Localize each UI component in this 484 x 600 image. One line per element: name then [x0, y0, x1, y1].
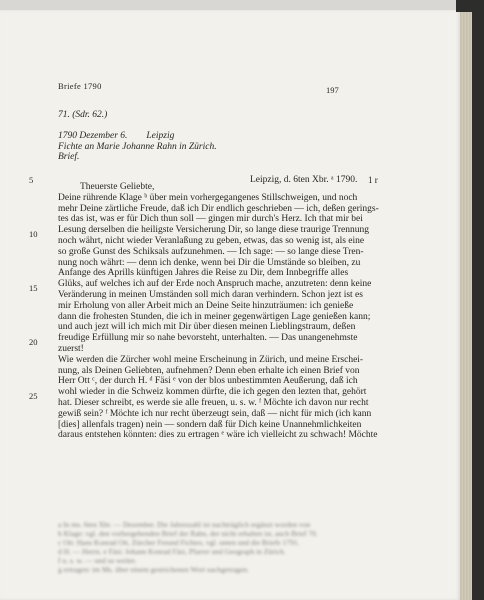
body-line: mehr Deine zärtliche Freude, daß ich Dir endlich geschrieben — ich, deßen gerings-	[58, 203, 379, 214]
letter-place-date: Leipzig, d. 6ten Xbr. ᵃ 1790.	[250, 175, 358, 185]
footnote-line: f u. s. w. — und so weiter.	[58, 556, 137, 565]
body-line: nung, als Deinen Geliebten, aufnehmen? Denn eben erhalte ich einen Brief von	[58, 365, 360, 376]
body-line: wohl wieder in die Schweiz kommen dürfte, die ich gegen den lezten that, gehört	[58, 387, 367, 398]
footnote-line: g ertragen: im Ms. über einem gestrichenen Wort nachgetragen.	[58, 565, 249, 574]
body-line: daraus entstehen könnten: dies zu ertragen ᵉ wäre ich vielleicht zu schwach! Möchte	[58, 430, 378, 441]
body-line: Lesung derselben die heiligste Versicherung Dir, so lange diese traurige Trennung	[58, 225, 370, 236]
body-line: Veränderung in meinen Umständen soll mich daran verhindern. Schon jezt ist es	[58, 289, 363, 300]
body-line: noch währt, nicht wieder Veranlaßung zu geben, etwas, das so wenig ist, als eine	[58, 235, 365, 246]
line-number: 20	[29, 337, 38, 347]
meta-correspondents: Fichte an Marie Johanne Rahn in Zürich.	[58, 141, 217, 152]
letter-number: 71. (Sdr. 62.)	[58, 110, 108, 120]
body-line: freudige Erfüllung mir so nahe bevorsteht, unterhalten. — Das unangenehmste	[58, 333, 358, 344]
binding-spine	[472, 0, 484, 600]
body-line: Glüks, auf welches ich auf der Erde noch Anspruch mache, anzutreten: denn keine	[58, 279, 372, 290]
body-line: so große Gunst des Schiksals aufzunehmen. — Ich sage: — so lange diese Tren-	[58, 246, 364, 257]
running-head: Briefe 1790	[58, 81, 102, 91]
scan-background	[0, 0, 484, 10]
page-number: 197	[326, 85, 339, 95]
body-line: hat. Dieser schreibt, es werde sie alle freuen, u. s. w. ᶠ Möchte ich davon nur recht	[58, 397, 369, 408]
body-line: [dies] allenfals tragen) nein — sondern daß für Dich keine Unannehmlichkeiten	[58, 419, 362, 430]
folio-mark: 1 r	[368, 175, 378, 185]
footnote-line: d H. — Herrn. e Fäsi: Johann Konrad Fäsi, Pfarrer und Geograph in Zürich.	[58, 547, 286, 556]
salutation: Theuerste Geliebte,	[80, 182, 155, 192]
body-line: nung noch währt: — denn ich denke, wenn bei Dir die Umstände so bleiben, zu	[58, 257, 361, 268]
body-line: Herr Ott ᶜ, der durch H. ᵈ Fäsi ᵉ von der blos unbestimmten Aeußerung, daß ich	[58, 376, 358, 387]
meta-type: Brief.	[58, 152, 80, 162]
page-edges	[460, 8, 472, 600]
body-line: zuerst!	[58, 343, 84, 354]
body-line: mir Erholung von aller Arbeit mich an Deine Seite hinzuträumen: ich genieße	[58, 300, 354, 311]
body-line: Wie werden die Zürcher wohl meine Erscheinung in Zürich, und meine Erschei-	[58, 354, 364, 365]
line-number: 25	[29, 391, 38, 401]
line-number: 10	[29, 229, 38, 239]
body-line: dann die frohesten Stunden, die ich in meiner gegenwärtigen Lage genießen kann;	[58, 311, 371, 322]
body-line: gewiß sein? ᶠ Möchte ich nur recht überzeugt sein, daß — nicht für mich (ich kann	[58, 408, 372, 419]
meta-date-place: 1790 Dezember 6. Leipzig	[58, 131, 175, 141]
footnote-line: b Klage: vgl. den vorhergehenden Brief der Rahn, der nicht erhalten ist, auch Brief 70.	[58, 529, 318, 538]
footnote-line: a In ms. 6ten Xbr. — Dezember. Die Jahreszahl ist nachträglich ergänzt worden von	[58, 520, 311, 529]
body-line: Anfange des Aprills künftigen Jahres die Reise zu Dir, dem Innbegriffe alles	[58, 268, 349, 279]
letter-metadata	[58, 131, 217, 163]
footnotes-blurred	[58, 520, 360, 574]
letter-body	[58, 182, 379, 441]
footnote-line: c Ott: Hans Konrad Ott, Zürcher Freund Fichtes, vgl. unten und die Briefe 1791.	[58, 538, 300, 547]
body-line: tes das ist, was er für Dich thun soll — gingen mir durch's Herz. Ich that mir bei	[58, 214, 363, 225]
body-line: und auch jezt will ich mich mit Dir über diesen meinen Lieblingstraum, deßen	[58, 322, 356, 333]
line-number: 5	[29, 175, 34, 185]
line-number: 15	[29, 283, 38, 293]
body-line: Deine rührende Klage ᵇ über mein vorhergegangenes Stillschweigen, und noch	[58, 192, 358, 203]
